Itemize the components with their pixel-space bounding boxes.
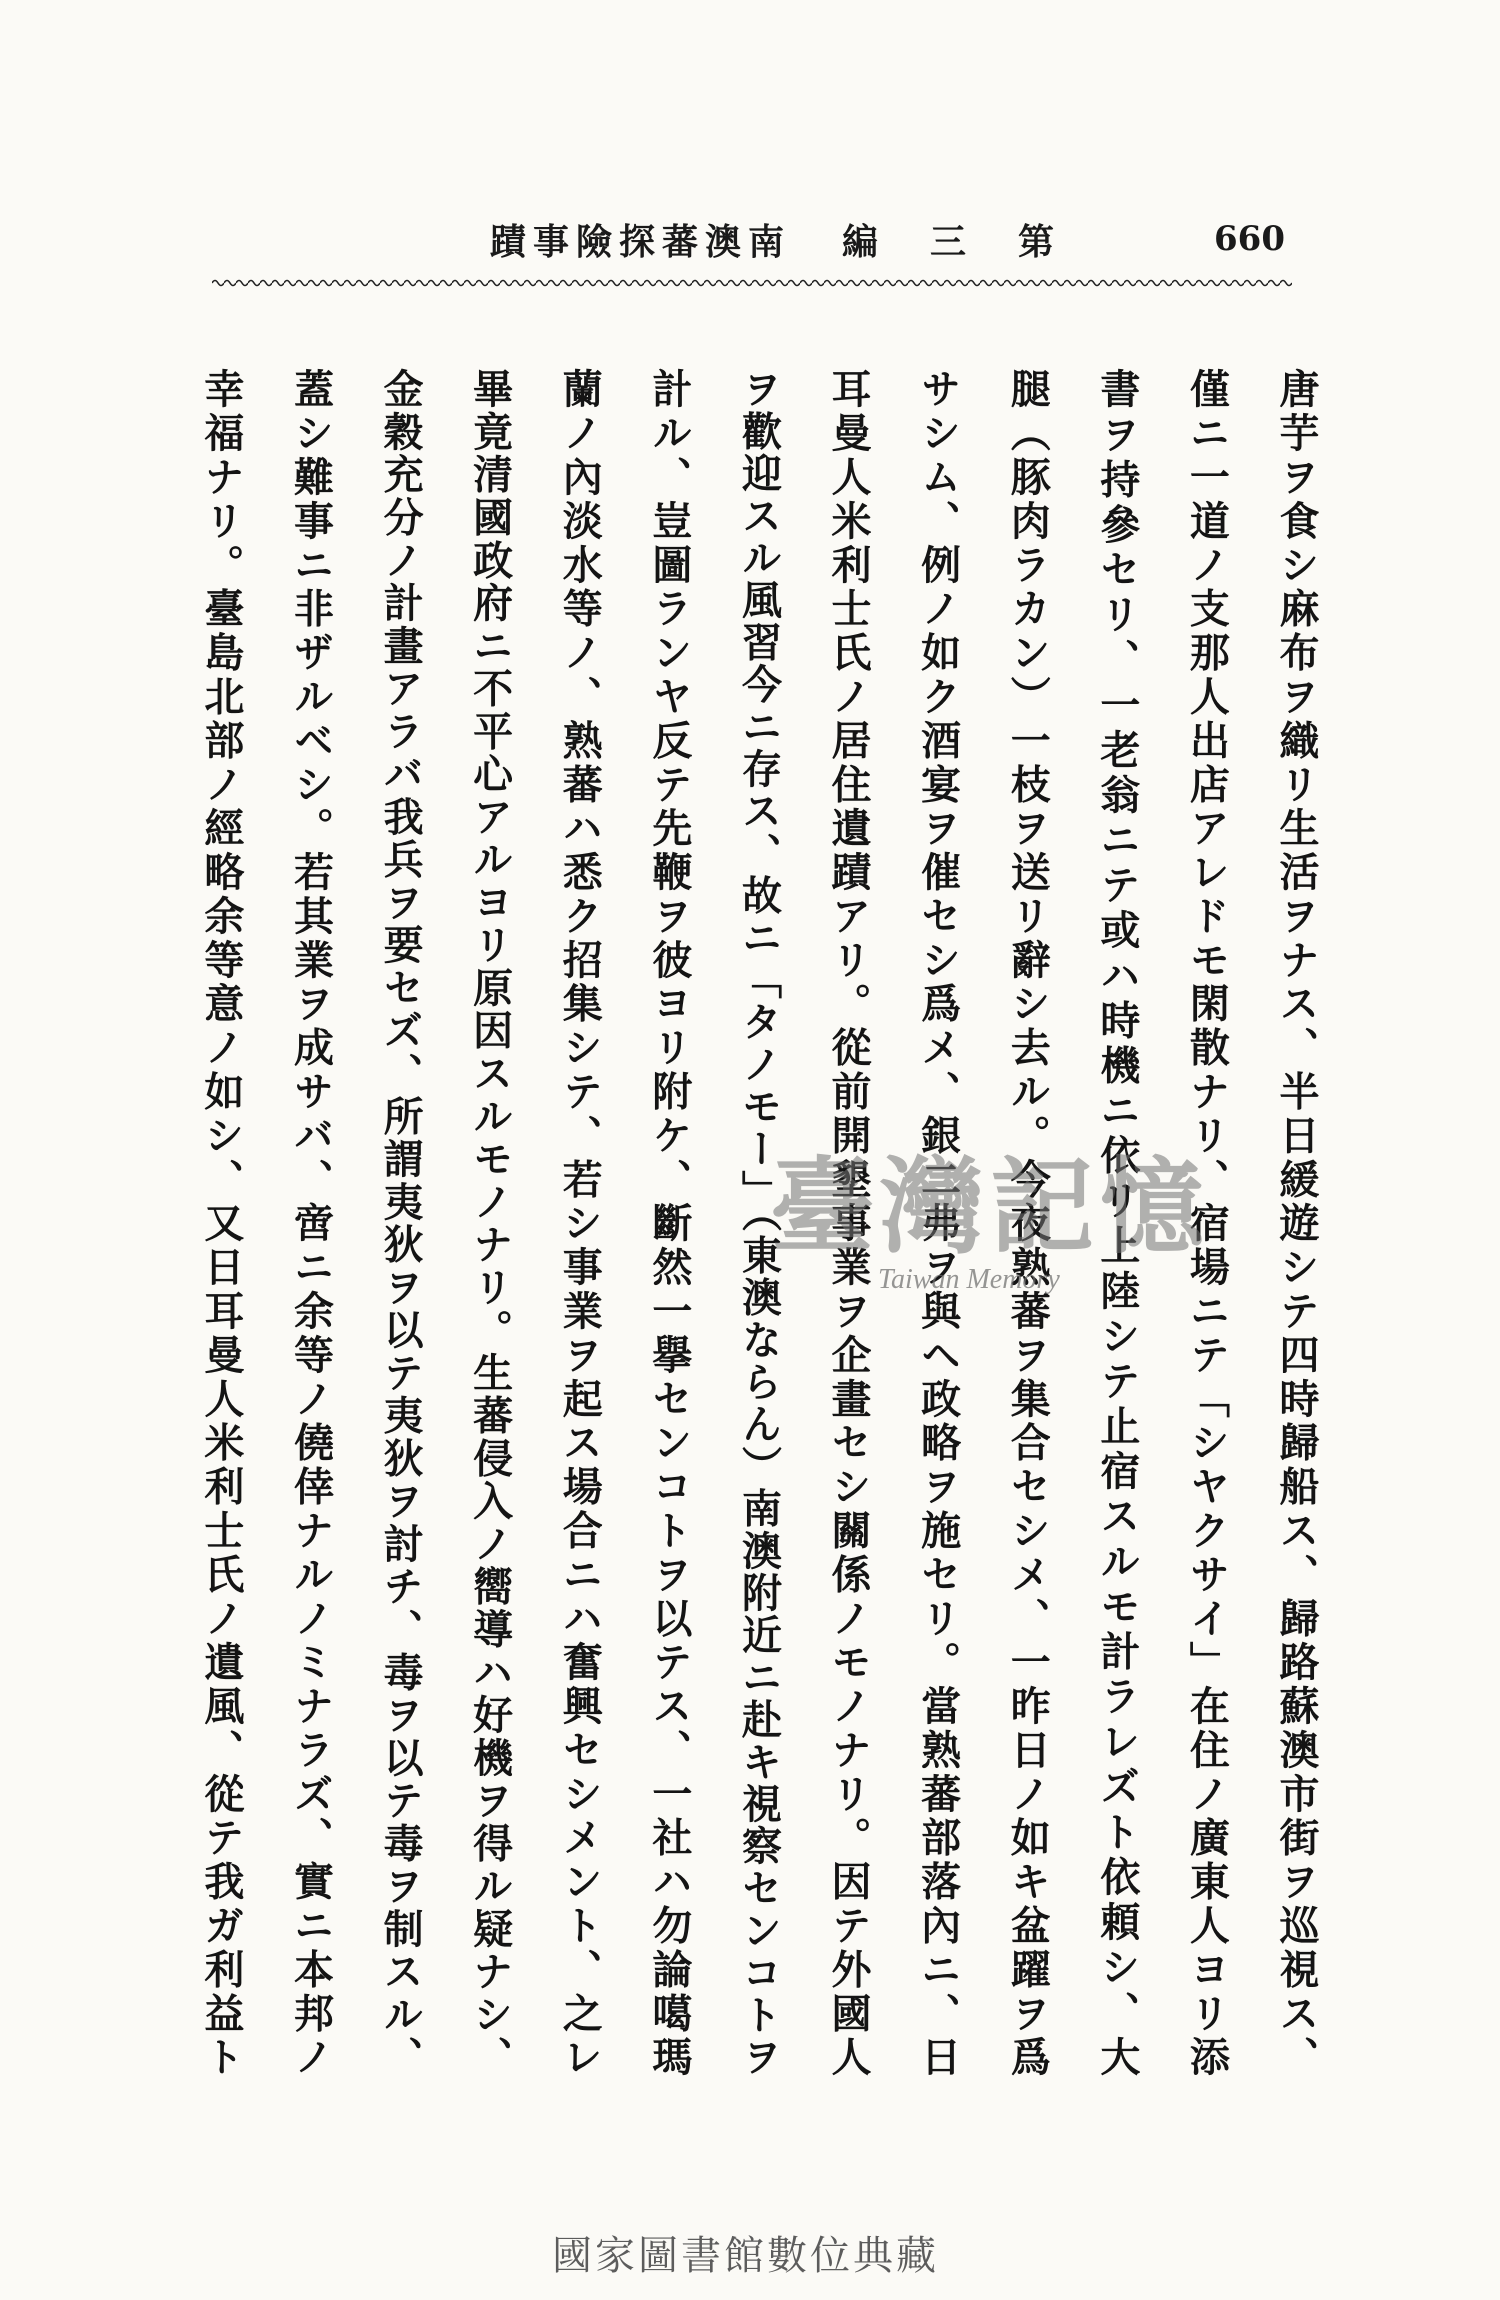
text-column-4: 腿（豚肉ラカン）一枝ヲ送リ辭シ去ル。今夜熟蕃ヲ集合セシメ、一昨日ノ如キ盆躍ヲ爲: [1004, 368, 1052, 2076]
part-label: 第三編: [842, 221, 1107, 263]
watermark-subtitle: Taiwan Memory: [878, 1264, 1060, 1296]
page-number: 660: [1214, 219, 1285, 259]
text-column-11: 金穀充分ノ計畫アラバ我兵ヲ要セズ、所謂夷狄ヲ以テ夷狄ヲ討チ、毒ヲ以テ毒ヲ制スル、: [377, 368, 425, 2076]
text-column-2: 僅ニ一道ノ支那人出店アレドモ閑散ナリ、宿場ニテ「シヤクサイ」在住ノ廣東人ヨリ添: [1183, 368, 1231, 2076]
text-column-6: 耳曼人米利士氏ノ居住遺蹟アリ。從前開墾事業ヲ企畫セシ關係ノモノナリ。因テ外國人: [825, 368, 873, 2076]
watermark-title: 臺灣記憶: [770, 1145, 1211, 1268]
header-wavy-rule: [212, 276, 1292, 290]
body-text: [175, 368, 1341, 2076]
text-column-13: 幸福ナリ。臺島北部ノ經略余等意ノ如シ、又日耳曼人米利士氏ノ遺風、從テ我ガ利益ト: [197, 368, 245, 2076]
text-column-7: ヲ歡迎スル風習今ニ存ス、故ニ「タノモー」（東澳ならん）南澳附近ニ赴キ視察センコトヲ: [735, 368, 783, 2076]
text-column-12: 蓋シ難事ニ非ザルベシ。若其業ヲ成サバ、啻ニ余等ノ僥倖ナルノミナラズ、實ニ本邦ノ: [287, 368, 335, 2076]
text-column-9: 蘭ノ內淡水等ノ、熟蕃ハ悉ク招集シテ、若シ事業ヲ起ス場合ニハ奮興セシメント、之レ: [556, 368, 604, 2076]
text-column-1: 唐芋ヲ食シ麻布ヲ織リ生活ヲナス、半日緩遊シテ四時歸船ス、歸路蘇澳市街ヲ巡視ス、: [1273, 368, 1320, 2076]
running-title: 南澳蕃探險事蹟: [490, 221, 792, 263]
text-column-5: サシム、例ノ如ク酒宴ヲ催セシ爲メ、銀二弗ヲ與ヘ政略ヲ施セリ。當熟蕃部落內ニ、日: [914, 368, 962, 2076]
text-column-3: 書ヲ持參セリ、一老翁ニテ或ハ時機ニ依リ上陸シテ止宿スルモ計ラレズト依頼シ、大: [1093, 368, 1141, 2076]
archive-credit: 國家圖書館數位典藏: [552, 2233, 939, 2279]
text-column-10: 畢竟清國政府ニ不平心アルヨリ原因スルモノナリ。生蕃侵入ノ嚮導ハ好機ヲ得ル疑ナシ、: [466, 368, 514, 2076]
text-column-8: 計ル、豈圖ランヤ反テ先鞭ヲ彼ヨリ附ケ、斷然一擧センコトヲ以テス、一社ハ勿論噶瑪: [645, 368, 693, 2076]
